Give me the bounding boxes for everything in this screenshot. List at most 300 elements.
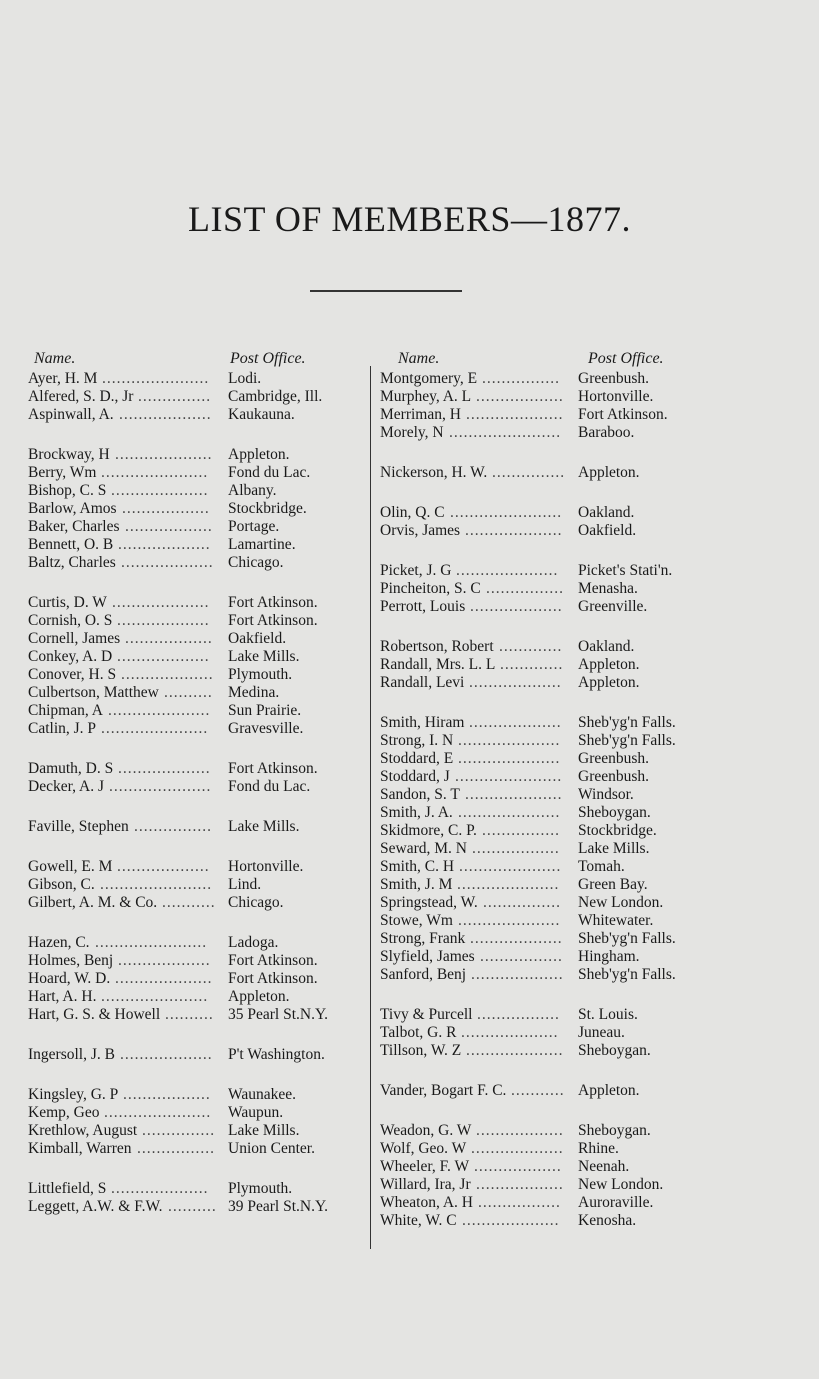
member-row bbox=[380, 504, 720, 522]
leader-dots: ................ bbox=[137, 1140, 215, 1157]
member-post-office: Fort Atkinson. bbox=[228, 594, 318, 611]
leader-dots: .................. bbox=[122, 500, 210, 517]
member-name: Strong, Frank bbox=[380, 930, 466, 947]
member-group bbox=[28, 1046, 373, 1064]
leader-dots: ................ bbox=[482, 370, 560, 387]
member-group bbox=[380, 464, 720, 482]
member-name: Slyfield, James bbox=[380, 948, 475, 965]
member-post-office: Oakfield. bbox=[578, 522, 637, 539]
member-name: Cornell, James bbox=[28, 630, 121, 647]
leader-dots: ................... bbox=[471, 966, 564, 983]
leader-dots: ................... bbox=[117, 612, 210, 629]
leader-dots: ................... bbox=[121, 666, 214, 683]
member-post-office: Gravesville. bbox=[228, 720, 304, 737]
member-row bbox=[380, 1158, 720, 1176]
member-group bbox=[28, 1086, 373, 1158]
member-post-office: Appleton. bbox=[578, 656, 640, 673]
leader-dots: ................ bbox=[483, 894, 561, 911]
member-name: Weadon, G. W bbox=[380, 1122, 472, 1139]
member-post-office: Waupun. bbox=[228, 1104, 284, 1121]
leader-dots: ............. bbox=[500, 656, 564, 673]
member-group bbox=[380, 370, 720, 442]
member-name: Skidmore, C. P. bbox=[380, 822, 477, 839]
member-post-office: Sheb'yg'n Falls. bbox=[578, 966, 676, 983]
name-header: Name. bbox=[398, 350, 440, 367]
member-row bbox=[28, 630, 373, 648]
leader-dots: .................... bbox=[111, 482, 209, 499]
leader-dots: ................... bbox=[117, 648, 210, 665]
leader-dots: ................... bbox=[471, 1140, 564, 1157]
member-group bbox=[28, 594, 373, 738]
member-row bbox=[380, 822, 720, 840]
member-post-office: Whitewater. bbox=[578, 912, 654, 929]
members-column-left bbox=[28, 350, 373, 1238]
member-name: Smith, J. A. bbox=[380, 804, 453, 821]
leader-dots: ...................... bbox=[101, 464, 209, 481]
leader-dots: ............. bbox=[499, 638, 563, 655]
member-name: Leggett, A.W. & F.W. bbox=[28, 1198, 163, 1215]
member-row bbox=[28, 1180, 373, 1198]
member-post-office: Appleton. bbox=[578, 464, 640, 481]
leader-dots: ............... bbox=[492, 464, 566, 481]
member-row bbox=[380, 768, 720, 786]
member-group bbox=[28, 446, 373, 572]
member-row bbox=[380, 522, 720, 540]
member-row bbox=[28, 778, 373, 796]
leader-dots: ................. bbox=[480, 948, 563, 965]
member-name: Baker, Charles bbox=[28, 518, 120, 535]
member-group bbox=[380, 504, 720, 540]
member-post-office: P't Washington. bbox=[228, 1046, 325, 1063]
member-name: Stowe, Wm bbox=[380, 912, 453, 929]
member-name: Wolf, Geo. W bbox=[380, 1140, 467, 1157]
member-name: Hart, G. S. & Howell bbox=[28, 1006, 161, 1023]
leader-dots: ...................... bbox=[101, 720, 209, 737]
member-row bbox=[380, 1194, 720, 1212]
member-row bbox=[380, 464, 720, 482]
leader-dots: ................... bbox=[118, 536, 211, 553]
member-post-office: Stockbridge. bbox=[578, 822, 657, 839]
member-row bbox=[28, 554, 373, 572]
leader-dots: .................... bbox=[465, 786, 563, 803]
member-name: Hoard, W. D. bbox=[28, 970, 111, 987]
member-row bbox=[28, 818, 373, 836]
member-name: Brockway, H bbox=[28, 446, 110, 463]
leader-dots: ..................... bbox=[456, 562, 559, 579]
leader-dots: ................ bbox=[482, 822, 560, 839]
member-name: Pincheiton, S. C bbox=[380, 580, 481, 597]
column-header bbox=[28, 350, 373, 370]
member-row bbox=[28, 858, 373, 876]
leader-dots: .................... bbox=[465, 522, 563, 539]
leader-dots: .................... bbox=[112, 594, 210, 611]
member-name: Kimball, Warren bbox=[28, 1140, 132, 1157]
member-name: Chipman, A bbox=[28, 702, 103, 719]
member-post-office: Lake Mills. bbox=[228, 648, 300, 665]
member-row bbox=[380, 656, 720, 674]
member-name: Seward, M. N bbox=[380, 840, 467, 857]
member-post-office: Fond du Lac. bbox=[228, 464, 311, 481]
member-name: Merriman, H bbox=[380, 406, 461, 423]
member-row bbox=[380, 786, 720, 804]
member-row bbox=[380, 562, 720, 580]
leader-dots: .................... bbox=[462, 1212, 560, 1229]
member-row bbox=[380, 894, 720, 912]
member-post-office: Oakfield. bbox=[228, 630, 287, 647]
leader-dots: ..................... bbox=[458, 912, 561, 929]
leader-dots: ........... bbox=[162, 894, 216, 911]
member-post-office: Union Center. bbox=[228, 1140, 315, 1157]
leader-dots: .................. bbox=[476, 1176, 564, 1193]
member-name: Berry, Wm bbox=[28, 464, 97, 481]
member-row bbox=[380, 1042, 720, 1060]
leader-dots: ....................... bbox=[450, 504, 563, 521]
member-post-office: Hortonville. bbox=[578, 388, 654, 405]
member-post-office: Fort Atkinson. bbox=[578, 406, 668, 423]
member-group bbox=[380, 562, 720, 616]
member-post-office: Chicago. bbox=[228, 554, 284, 571]
title-rule bbox=[310, 290, 462, 292]
member-name: Wheaton, A. H bbox=[380, 1194, 473, 1211]
member-row bbox=[28, 482, 373, 500]
member-name: Olin, Q. C bbox=[380, 504, 445, 521]
member-post-office: Menasha. bbox=[578, 580, 638, 597]
member-row bbox=[380, 912, 720, 930]
member-post-office: Baraboo. bbox=[578, 424, 635, 441]
leader-dots: .................. bbox=[125, 630, 213, 647]
member-row bbox=[28, 536, 373, 554]
member-post-office: Neenah. bbox=[578, 1158, 630, 1175]
leader-dots: .................... bbox=[115, 970, 213, 987]
member-row bbox=[380, 732, 720, 750]
leader-dots: .................. bbox=[476, 388, 564, 405]
member-post-office: Sheboygan. bbox=[578, 1122, 651, 1139]
member-row bbox=[380, 840, 720, 858]
member-row bbox=[380, 674, 720, 692]
member-row bbox=[28, 406, 373, 424]
member-row bbox=[380, 598, 720, 616]
leader-dots: ................... bbox=[469, 714, 562, 731]
leader-dots: .................... bbox=[466, 1042, 564, 1059]
member-name: Vander, Bogart F. C. bbox=[380, 1082, 507, 1099]
member-name: Gibson, C. bbox=[28, 876, 95, 893]
member-name: Orvis, James bbox=[380, 522, 461, 539]
leader-dots: ..................... bbox=[458, 804, 561, 821]
member-name: Bennett, O. B bbox=[28, 536, 114, 553]
member-name: Kemp, Geo bbox=[28, 1104, 100, 1121]
leader-dots: .................. bbox=[472, 840, 560, 857]
member-name: Curtis, D. W bbox=[28, 594, 107, 611]
member-group bbox=[28, 934, 373, 1024]
member-post-office: Appleton. bbox=[578, 1082, 640, 1099]
member-name: Perrott, Louis bbox=[380, 598, 466, 615]
member-name: Talbot, G. R bbox=[380, 1024, 457, 1041]
member-post-office: New London. bbox=[578, 894, 664, 911]
member-name: Picket, J. G bbox=[380, 562, 452, 579]
member-row bbox=[380, 1024, 720, 1042]
leader-dots: ................... bbox=[469, 674, 562, 691]
member-name: Strong, I. N bbox=[380, 732, 454, 749]
member-row bbox=[28, 970, 373, 988]
member-group bbox=[28, 818, 373, 836]
member-post-office: Rhine. bbox=[578, 1140, 619, 1157]
member-post-office: Green Bay. bbox=[578, 876, 648, 893]
leader-dots: ..................... bbox=[108, 702, 211, 719]
member-name: Conover, H. S bbox=[28, 666, 117, 683]
leader-dots: ...................... bbox=[101, 988, 209, 1005]
leader-dots: .......... bbox=[165, 1006, 214, 1023]
leader-dots: ...................... bbox=[104, 1104, 212, 1121]
leader-dots: ...................... bbox=[455, 768, 563, 785]
member-post-office: 39 Pearl St.N.Y. bbox=[228, 1198, 329, 1215]
member-row bbox=[380, 1212, 720, 1230]
member-name: White, W. C bbox=[380, 1212, 457, 1229]
leader-dots: .................. bbox=[125, 518, 213, 535]
member-group bbox=[380, 1082, 720, 1100]
leader-dots: ................... bbox=[121, 554, 214, 571]
leader-dots: ................. bbox=[478, 1194, 561, 1211]
member-name: Tillson, W. Z bbox=[380, 1042, 462, 1059]
member-row bbox=[28, 370, 373, 388]
member-name: Baltz, Charles bbox=[28, 554, 116, 571]
leader-dots: ................... bbox=[119, 406, 212, 423]
member-post-office: Fort Atkinson. bbox=[228, 970, 318, 987]
leader-dots: .................... bbox=[461, 1024, 559, 1041]
member-row bbox=[28, 518, 373, 536]
member-post-office: Lind. bbox=[228, 876, 262, 893]
leader-dots: ................... bbox=[120, 1046, 213, 1063]
member-name: Decker, A. J bbox=[28, 778, 104, 795]
member-group bbox=[28, 370, 373, 424]
member-row bbox=[380, 406, 720, 424]
leader-dots: ................... bbox=[118, 952, 211, 969]
member-post-office: Appleton. bbox=[228, 446, 290, 463]
member-name: Sandon, S. T bbox=[380, 786, 460, 803]
member-name: Alfered, S. D., Jr bbox=[28, 388, 134, 405]
member-post-office: 35 Pearl St.N.Y. bbox=[228, 1006, 329, 1023]
post-office-header: Post Office. bbox=[588, 350, 664, 367]
member-name: Holmes, Benj bbox=[28, 952, 114, 969]
member-row bbox=[380, 1082, 720, 1100]
member-name: Stoddard, E bbox=[380, 750, 454, 767]
members-column-right bbox=[380, 350, 720, 1252]
member-group bbox=[380, 638, 720, 692]
member-name: Hazen, C. bbox=[28, 934, 90, 951]
member-row bbox=[380, 750, 720, 768]
member-name: Gilbert, A. M. & Co. bbox=[28, 894, 158, 911]
member-post-office: Lake Mills. bbox=[228, 1122, 300, 1139]
member-name: Barlow, Amos bbox=[28, 500, 117, 517]
member-post-office: Greenbush. bbox=[578, 768, 650, 785]
member-post-office: Chicago. bbox=[228, 894, 284, 911]
member-row bbox=[28, 988, 373, 1006]
leader-dots: ............... bbox=[142, 1122, 216, 1139]
member-row bbox=[380, 876, 720, 894]
member-row bbox=[380, 638, 720, 656]
member-post-office: Sheboygan. bbox=[578, 804, 651, 821]
member-post-office: Appleton. bbox=[578, 674, 640, 691]
member-name: Springstead, W. bbox=[380, 894, 478, 911]
member-name: Robertson, Robert bbox=[380, 638, 494, 655]
leader-dots: ................... bbox=[470, 598, 563, 615]
member-post-office: Sheb'yg'n Falls. bbox=[578, 930, 676, 947]
member-post-office: Greenville. bbox=[578, 598, 648, 615]
member-post-office: Oakland. bbox=[578, 504, 635, 521]
member-name: Aspinwall, A. bbox=[28, 406, 114, 423]
member-name: Smith, J. M bbox=[380, 876, 453, 893]
member-name: Catlin, J. P bbox=[28, 720, 97, 737]
member-post-office: Sun Prairie. bbox=[228, 702, 302, 719]
member-post-office: Sheb'yg'n Falls. bbox=[578, 714, 676, 731]
member-group bbox=[28, 760, 373, 796]
member-row bbox=[380, 388, 720, 406]
member-row bbox=[28, 876, 373, 894]
member-post-office: Ladoga. bbox=[228, 934, 279, 951]
member-row bbox=[28, 1086, 373, 1104]
member-post-office: Fort Atkinson. bbox=[228, 612, 318, 629]
member-row bbox=[28, 684, 373, 702]
member-post-office: Kenosha. bbox=[578, 1212, 637, 1229]
member-row bbox=[380, 1176, 720, 1194]
member-group bbox=[28, 858, 373, 912]
member-name: Bishop, C. S bbox=[28, 482, 107, 499]
member-post-office: Kaukauna. bbox=[228, 406, 295, 423]
leader-dots: .................. bbox=[474, 1158, 562, 1175]
member-name: Willard, Ira, Jr bbox=[380, 1176, 471, 1193]
leader-dots: ................... bbox=[470, 930, 563, 947]
leader-dots: ................ bbox=[134, 818, 212, 835]
member-row bbox=[28, 702, 373, 720]
member-row bbox=[380, 804, 720, 822]
member-post-office: Portage. bbox=[228, 518, 280, 535]
member-post-office: Fort Atkinson. bbox=[228, 952, 318, 969]
name-header: Name. bbox=[34, 350, 76, 367]
member-post-office: Lake Mills. bbox=[228, 818, 300, 835]
member-row bbox=[380, 1006, 720, 1024]
member-name: Wheeler, F. W bbox=[380, 1158, 470, 1175]
member-post-office: Hingham. bbox=[578, 948, 640, 965]
member-row bbox=[28, 1104, 373, 1122]
leader-dots: ..................... bbox=[458, 732, 561, 749]
leader-dots: ....................... bbox=[95, 934, 208, 951]
member-row bbox=[28, 666, 373, 684]
member-name: Montgomery, E bbox=[380, 370, 478, 387]
leader-dots: ................ bbox=[486, 580, 564, 597]
member-row bbox=[28, 760, 373, 778]
leader-dots: ..................... bbox=[457, 876, 560, 893]
member-name: Kingsley, G. P bbox=[28, 1086, 119, 1103]
member-group bbox=[380, 714, 720, 984]
leader-dots: ...................... bbox=[102, 370, 210, 387]
column-header bbox=[380, 350, 720, 370]
member-row bbox=[28, 934, 373, 952]
leader-dots: ..................... bbox=[109, 778, 212, 795]
member-row bbox=[28, 388, 373, 406]
leader-dots: .................... bbox=[466, 406, 564, 423]
leader-dots: .......... bbox=[168, 1198, 217, 1215]
member-name: Smith, C. H bbox=[380, 858, 455, 875]
leader-dots: ........... bbox=[511, 1082, 565, 1099]
member-row bbox=[28, 594, 373, 612]
member-post-office: Greenbush. bbox=[578, 750, 650, 767]
member-post-office: Picket's Stati'n. bbox=[578, 562, 673, 579]
member-post-office: Sheboygan. bbox=[578, 1042, 651, 1059]
member-name: Faville, Stephen bbox=[28, 818, 129, 835]
member-row bbox=[28, 720, 373, 738]
member-name: Conkey, A. D bbox=[28, 648, 113, 665]
member-row bbox=[28, 648, 373, 666]
member-group bbox=[380, 1122, 720, 1230]
leader-dots: ................. bbox=[477, 1006, 560, 1023]
leader-dots: ............... bbox=[138, 388, 212, 405]
member-row bbox=[28, 1046, 373, 1064]
member-post-office: Waunakee. bbox=[228, 1086, 297, 1103]
member-post-office: Plymouth. bbox=[228, 666, 293, 683]
member-post-office: Lamartine. bbox=[228, 536, 296, 553]
member-name: Sanford, Benj bbox=[380, 966, 467, 983]
member-name: Gowell, E. M bbox=[28, 858, 113, 875]
member-name: Murphey, A. L bbox=[380, 388, 472, 405]
member-post-office: Fort Atkinson. bbox=[228, 760, 318, 777]
member-post-office: Juneau. bbox=[578, 1024, 625, 1041]
member-row bbox=[28, 894, 373, 912]
member-name: Smith, Hiram bbox=[380, 714, 465, 731]
member-post-office: Cambridge, Ill. bbox=[228, 388, 323, 405]
member-row bbox=[380, 948, 720, 966]
member-row bbox=[28, 612, 373, 630]
member-post-office: St. Louis. bbox=[578, 1006, 638, 1023]
leader-dots: .................. bbox=[123, 1086, 211, 1103]
leader-dots: .......... bbox=[164, 684, 213, 701]
leader-dots: .................. bbox=[476, 1122, 564, 1139]
member-post-office: Fond du Lac. bbox=[228, 778, 311, 795]
member-post-office: Plymouth. bbox=[228, 1180, 293, 1197]
member-row bbox=[380, 714, 720, 732]
leader-dots: .................... bbox=[111, 1180, 209, 1197]
member-row bbox=[28, 952, 373, 970]
member-name: Nickerson, H. W. bbox=[380, 464, 488, 481]
leader-dots: ....................... bbox=[449, 424, 562, 441]
member-name: Damuth, D. S bbox=[28, 760, 114, 777]
member-post-office: Stockbridge. bbox=[228, 500, 307, 517]
member-row bbox=[380, 1140, 720, 1158]
member-post-office: Lake Mills. bbox=[578, 840, 650, 857]
leader-dots: ..................... bbox=[458, 750, 561, 767]
member-row bbox=[28, 464, 373, 482]
member-post-office: Albany. bbox=[228, 482, 277, 499]
member-name: Cornish, O. S bbox=[28, 612, 113, 629]
member-group bbox=[28, 1180, 373, 1216]
post-office-header: Post Office. bbox=[230, 350, 306, 367]
member-name: Randall, Mrs. L. L bbox=[380, 656, 496, 673]
member-post-office: Oakland. bbox=[578, 638, 635, 655]
member-name: Hart, A. H. bbox=[28, 988, 97, 1005]
member-name: Ingersoll, J. B bbox=[28, 1046, 115, 1063]
member-name: Tivy & Purcell bbox=[380, 1006, 473, 1023]
member-post-office: Greenbush. bbox=[578, 370, 650, 387]
member-row bbox=[380, 1122, 720, 1140]
member-row bbox=[380, 424, 720, 442]
member-post-office: Sheb'yg'n Falls. bbox=[578, 732, 676, 749]
member-post-office: Lodi. bbox=[228, 370, 262, 387]
member-row bbox=[380, 930, 720, 948]
member-row bbox=[28, 1140, 373, 1158]
member-row bbox=[28, 446, 373, 464]
member-row bbox=[380, 580, 720, 598]
member-post-office: Medina. bbox=[228, 684, 280, 701]
member-name: Culbertson, Matthew bbox=[28, 684, 159, 701]
leader-dots: ..................... bbox=[459, 858, 562, 875]
